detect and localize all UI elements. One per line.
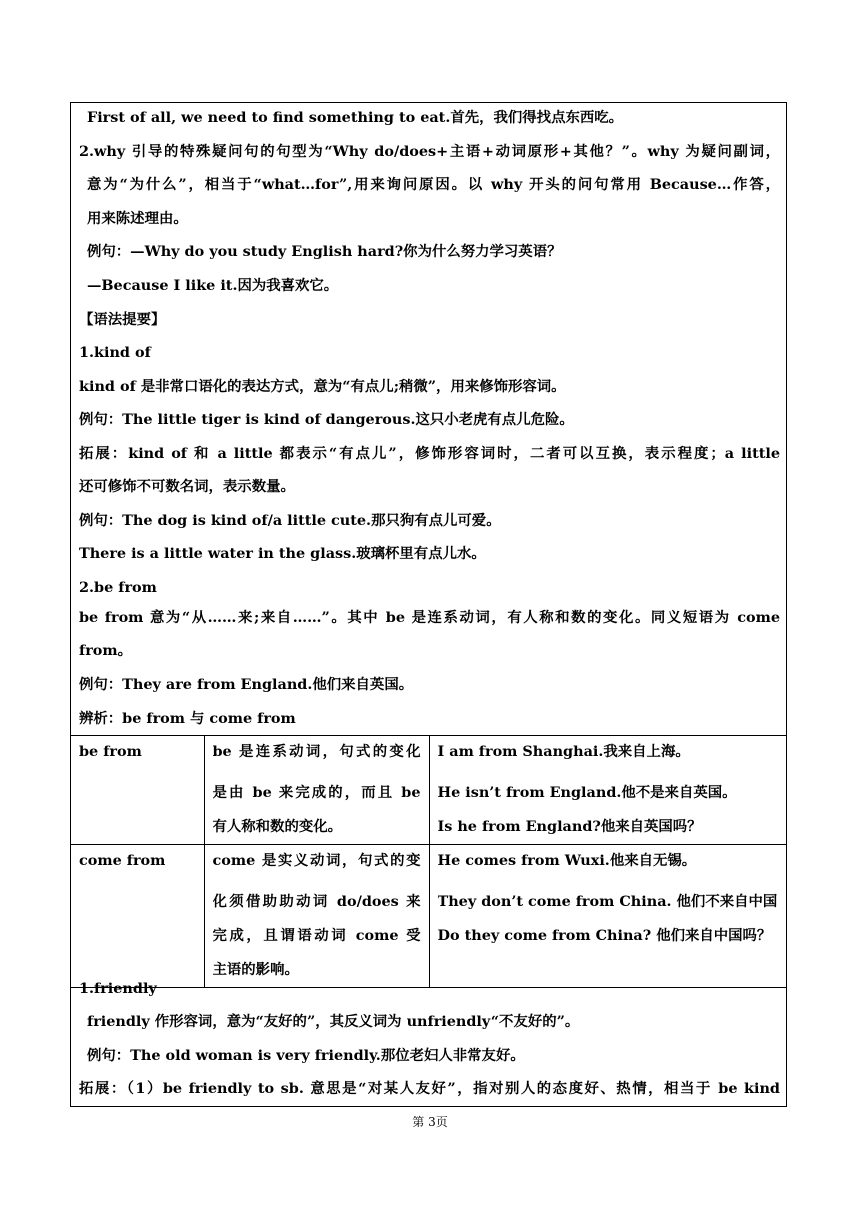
text-line: First of all, we need to find something to eat.首先，我们得找点东西吃。 <box>87 109 624 126</box>
text-line: 辨析：be from 与 come from <box>79 710 296 727</box>
text-line: 例句：—Why do you study English hard?你为什么努力学习英语？ <box>87 243 562 260</box>
subsection-heading: 1.kind of <box>79 344 151 361</box>
subsection-heading: 2.be from <box>79 579 157 596</box>
content-frame <box>70 102 787 1107</box>
text-line: kind of 是非常口语化的表达方式，意为“有点儿;稍微”，用来修饰形容词。 <box>79 378 566 395</box>
text-line: 例句：The little tiger is kind of dangerous.这只小老虎有点儿危险。 <box>79 411 574 428</box>
section-heading: 【语法提要】 <box>79 311 166 328</box>
text-line: 拓展：kind of 和 a little 都表示“有点儿”，修饰形容词时，二者可以互换，表示程度；a little <box>79 445 780 462</box>
table-cell-examples: I am from Shanghai.我来自上海。 He isn’t from England.他不是来自英国。 Is he from England?他来自英国吗？ <box>429 736 786 845</box>
table-cell-term: be from <box>71 736 204 845</box>
text-line: friendly 作形容词，意为“友好的”，其反义词为 unfriendly“不友好的”。 <box>87 1013 580 1030</box>
text-line: be from 意为“从……来;来自……”。其中 be 是连系动词，有人称和数的变化。同义短语为 come <box>79 609 780 626</box>
text-line: 意为“为什么”，相当于“what…for”,用来询问原因。以 why 开头的问句常用 Because…作答， <box>87 176 780 193</box>
text-line: 2.why 引导的特殊疑问句的句型为“Why do/does+主语+动词原形+其他？”。why 为疑问副词， <box>79 143 780 160</box>
text-line: 拓展：（1）be friendly to sb. 意思是“对某人友好”，指对别人的态度好、热情，相当于 be kind <box>79 1080 780 1097</box>
text-line: There is a little water in the glass.玻璃杯里有点儿水。 <box>79 545 486 562</box>
text-line: 还可修饰不可数名词，表示数量。 <box>79 478 295 495</box>
text-line: from。 <box>79 642 132 659</box>
table-cell-examples: He comes from Wuxi.他来自无锡。 They don’t come from China. 他们不来自中国 Do they come from China? 他们来自中国吗？ <box>429 845 786 988</box>
text-line: 例句：The old woman is very friendly.那位老妇人非常友好。 <box>87 1047 525 1064</box>
text-line: 例句：They are from England.他们来自英国。 <box>79 676 414 693</box>
table-row <box>71 845 786 988</box>
text-line: —Because I like it.因为我喜欢它。 <box>87 277 339 294</box>
subsection-heading: 1.friendly <box>79 980 157 997</box>
table-cell-explanation: be 是连系动词，句式的变化 是由 be 来完成的，而且 be 有人称和数的变化。 <box>204 736 429 845</box>
table-cell-explanation: come 是实义动词，句式的变 化须借助助动词 do/does 来 完成，且谓语动词 come 受 主语的影响。 <box>204 845 429 988</box>
table-cell-term: come from <box>71 845 204 988</box>
table-row <box>71 736 786 845</box>
comparison-table <box>71 735 786 988</box>
text-line: 用来陈述理由。 <box>87 210 188 227</box>
text-line: 例句：The dog is kind of/a little cute.那只狗有点儿可爱。 <box>79 512 501 529</box>
page-number: 第 3页 <box>412 1115 448 1129</box>
